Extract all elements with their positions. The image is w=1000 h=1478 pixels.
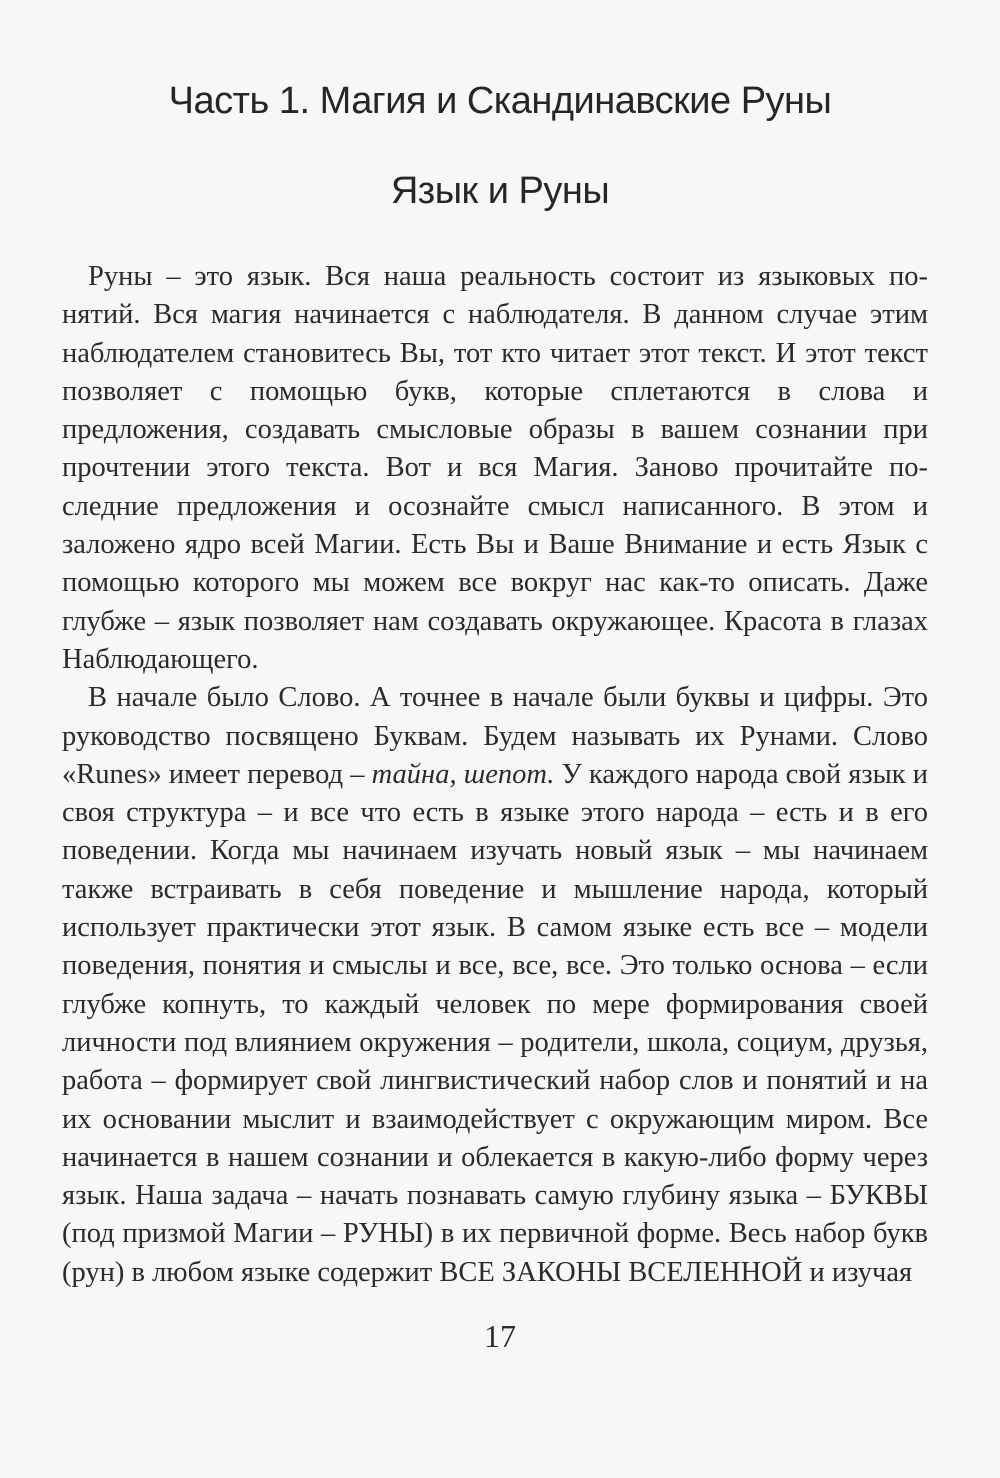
paragraph-1: Руны – это язык. Вся наша реальность состоит из языковых понятий. Вся магия начинается с наблюдателя. В данном случае этим наблюдателем становитесь Вы, тот кто читает этот текст. И этот текст позволяет с помощью букв, которые сплетаются в слова и предложения, создавать смысловые образы в вашем сознании при прочтении этого текста. Вот и вся Магия. Заново прочитайте последние предложения и осознайте смысл написанного. В этом и заложено ядро всей Магии. Есть Вы и Ваше Внимание и есть Язык с помощью которого мы можем все вокруг нас как-то описать. Даже глубже – язык позволяет нам создавать окружающее. Красота в глазах Наблюдающего. <box>62 261 928 675</box>
paragraph-2-italic: тайна, шепот. <box>371 758 555 790</box>
paragraph-2-end: У каждого народа свой язык и своя структура – и все что есть в языке этого народа – есть и в его поведении. Когда мы начинаем изучать новый язык – мы начинаем также встраивать в себя поведение и мышление народа, который использует практически этот язык. В самом языке есть все – модели поведения, понятия и смыслы и все, все, все. Это только основа – если глубже копнуть, то каждый человек по мере формирования своей личности под влиянием окружения – родители, школа, социум, друзья, работа – формирует свой лингвистический набор слов и понятий и на их основании мыслит и взаимодействует с окружающим миром. Все начинается в нашем сознании и облекается в какую-либо форму через язык. Наша задача – начать познавать самую глубину языка – БУКВЫ (под призмой Магии – РУНЫ) в их первичной форме. Весь набор букв (рун) в любом языке содержит ВСЕ ЗАКОНЫ ВСЕЛЕННОЙ и изучая <box>62 758 928 1288</box>
body-text <box>62 258 928 1292</box>
paragraph-2 <box>62 679 928 1292</box>
paragraph-2-start: В начале было Слово. А точнее в начале были буквы и цифры. Это руководство посвящено Буквам. Будем называть их Рунами. Слово «Runes» имеет перевод – <box>62 682 928 790</box>
part-title: Часть 1. Магия и Скандинавские Руны <box>168 80 832 122</box>
page-number: 17 <box>484 1318 516 1354</box>
chapter-title: Язык и Руны <box>390 170 610 212</box>
